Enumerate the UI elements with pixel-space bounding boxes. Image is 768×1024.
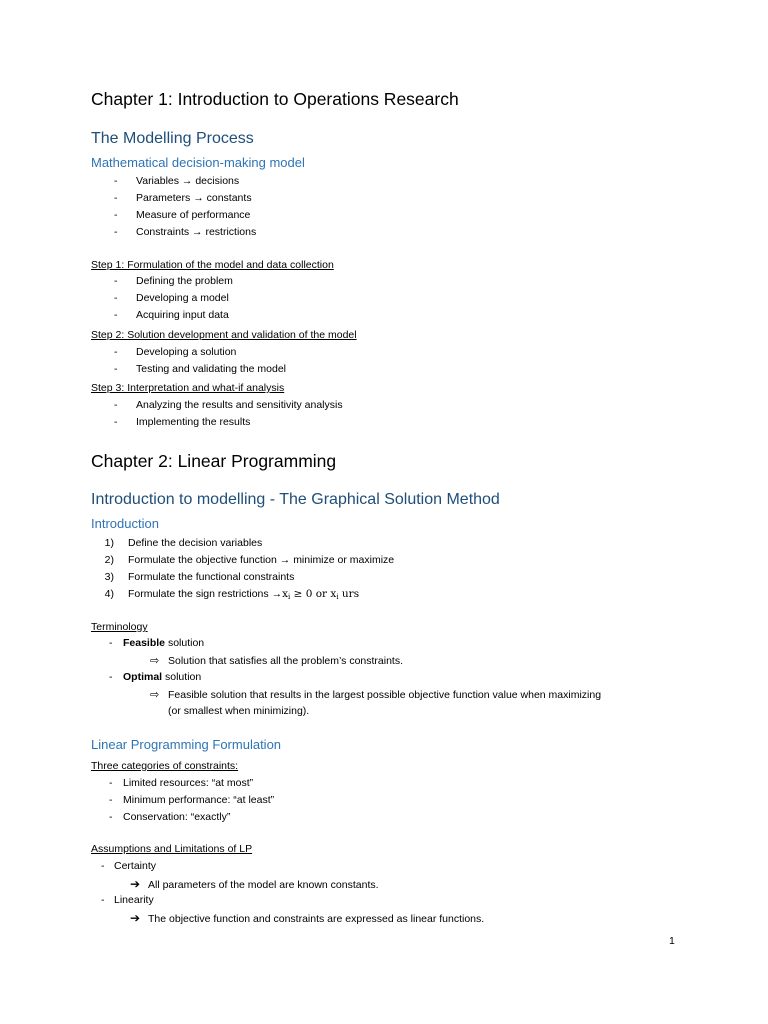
list-item: - Optimal solution xyxy=(109,671,202,683)
list-item: - Parameters → constants xyxy=(114,192,252,204)
list-item: - Analyzing the results and sensitivity analysis xyxy=(114,399,343,411)
sign-restriction-math: $x_i \ge 0$ or $x_i$ urs xyxy=(282,588,360,601)
terminology-heading: Terminology xyxy=(91,621,148,633)
solid-arrow-icon: ➔ xyxy=(130,911,141,925)
list-item: - Measure of performance xyxy=(114,209,251,221)
list-item: - Implementing the results xyxy=(114,416,251,428)
list-item: - Feasible solution xyxy=(109,637,205,649)
arrow-icon: → xyxy=(192,226,203,238)
definition-item: ⇨ Solution that satisfies all the problem’s constraints. xyxy=(150,655,404,667)
list-item: - Developing a model xyxy=(114,292,229,304)
arrow-icon: → xyxy=(181,175,193,187)
assumptions-heading: Assumptions and Limitations of LP xyxy=(91,843,253,855)
numbered-item: 2) Formulate the objective function → minimize or maximize xyxy=(104,554,395,566)
numbered-item: 3) Formulate the functional constraints xyxy=(104,571,295,583)
hollow-arrow-icon: ⇨ xyxy=(150,689,160,701)
list-item: - Minimum performance: “at least” xyxy=(109,794,275,806)
solid-arrow-icon: ➔ xyxy=(130,877,141,891)
list-item: - Constraints → restrictions xyxy=(114,226,257,238)
hollow-arrow-icon: ⇨ xyxy=(150,655,160,667)
chapter2-title: Chapter 2: Linear Programming xyxy=(91,451,337,471)
arrow-icon: → xyxy=(279,554,291,566)
section-modelling-process: The Modelling Process xyxy=(91,130,254,147)
subsection-decision-model: Mathematical decision-making model xyxy=(91,155,305,170)
chapter1-title: Chapter 1: Introduction to Operations Research xyxy=(91,89,459,109)
list-item: - Variables → decisions xyxy=(114,175,240,187)
section-graphical-method: Introduction to modelling - The Graphical Solution Method xyxy=(91,491,500,508)
step1-heading: Step 1: Formulation of the model and data collection xyxy=(91,259,334,271)
arrow-icon: → xyxy=(271,588,283,600)
list-item: - Testing and validating the model xyxy=(114,363,287,375)
numbered-item: 1) Define the decision variables xyxy=(104,537,263,549)
page-number: 1 xyxy=(669,935,675,947)
arrow-icon: → xyxy=(193,192,204,204)
list-item: - Acquiring input data xyxy=(114,309,229,321)
numbered-item: 4) Formulate the sign restrictions $\to x_i \ge 0$ or $x_i$ urs xyxy=(104,588,360,601)
definition-item: ➔ The objective function and constraints are expressed as linear functions. xyxy=(130,911,485,925)
definition-continuation: (or smallest when minimizing). xyxy=(168,705,310,717)
step3-heading: Step 3: Interpretation and what-if analysis xyxy=(91,382,285,394)
list-item: - Limited resources: “at most” xyxy=(109,777,254,789)
list-item: - Developing a solution xyxy=(114,346,237,358)
subsection-lp-formulation: Linear Programming Formulation xyxy=(91,737,282,752)
list-item: - Certainty xyxy=(101,860,157,872)
definition-item: ➔ All parameters of the model are known constants. xyxy=(130,877,379,891)
categories-heading: Three categories of constraints: xyxy=(91,760,239,772)
step2-heading: Step 2: Solution development and validation of the model xyxy=(91,329,357,341)
definition-item: ⇨ Feasible solution that results in the largest possible objective function value when maximizing xyxy=(150,689,602,701)
list-item: - Linearity xyxy=(101,894,154,906)
list-item: - Conservation: “exactly” xyxy=(109,811,231,823)
list-item: - Defining the problem xyxy=(114,275,233,287)
subsection-introduction: Introduction xyxy=(91,516,159,531)
